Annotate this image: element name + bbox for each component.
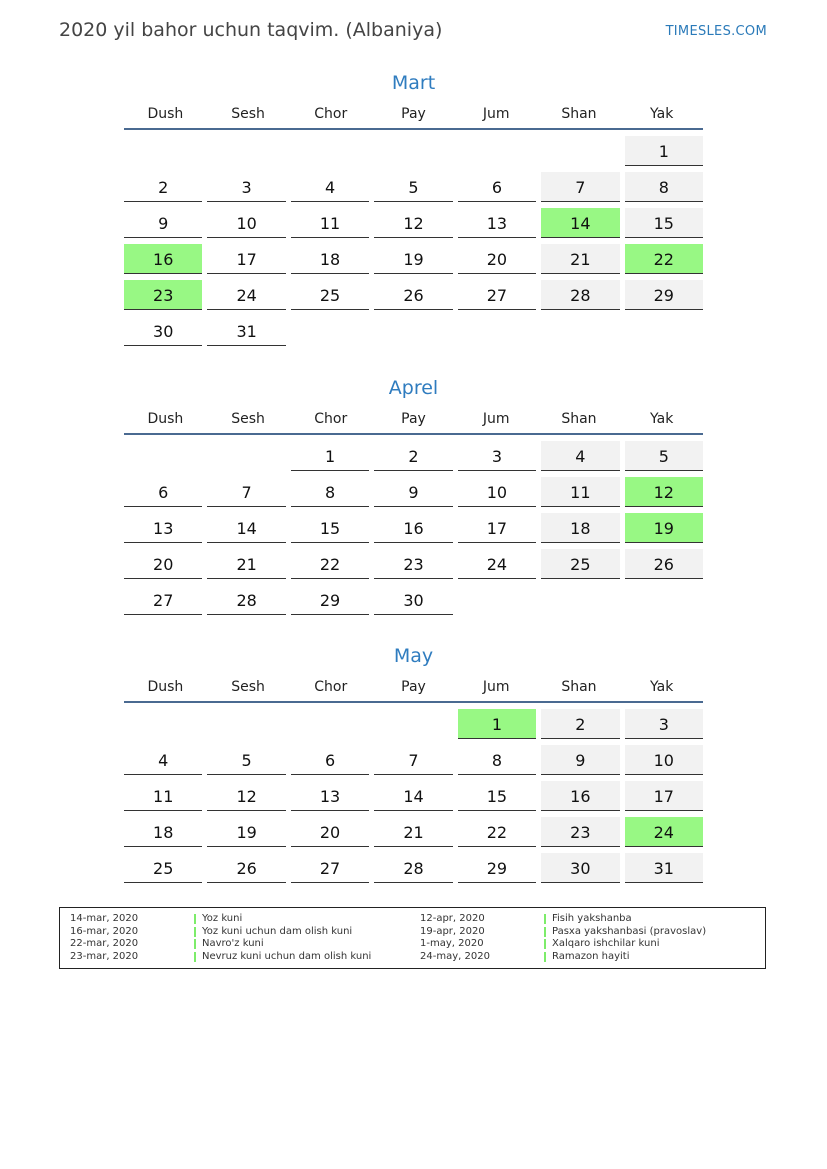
day-cell: 21 xyxy=(207,549,285,579)
day-cell: 22 xyxy=(291,549,369,579)
weekday-label: Yak xyxy=(649,679,674,695)
day-cell: 4 xyxy=(291,172,369,202)
weekday-label: Pay xyxy=(401,106,426,122)
day-cell: 6 xyxy=(124,477,202,507)
weekday-label: Dush xyxy=(147,411,184,427)
legend-color-marker xyxy=(544,914,546,924)
empty-cell xyxy=(207,136,285,166)
day-cell: 1 xyxy=(625,136,703,166)
weekday-label: Shan xyxy=(561,411,597,427)
day-cell: 1 xyxy=(291,441,369,471)
empty-cell xyxy=(291,709,369,739)
day-cell: 25 xyxy=(541,549,619,579)
legend-row xyxy=(70,951,371,964)
day-cell: 10 xyxy=(458,477,536,507)
legend-color-marker xyxy=(194,927,196,937)
day-cell: 5 xyxy=(374,172,452,202)
legend-row xyxy=(420,913,706,926)
day-cell: 26 xyxy=(374,280,452,310)
day-cell: 8 xyxy=(291,477,369,507)
day-cell: 9 xyxy=(124,208,202,238)
legend-date: 12-apr, 2020 xyxy=(420,913,485,924)
weekday-label: Shan xyxy=(561,679,597,695)
legend-holiday-name: Xalqaro ishchilar kuni xyxy=(552,938,660,950)
month-title: Mart xyxy=(391,72,436,94)
empty-cell xyxy=(374,709,452,739)
day-cell: 23 xyxy=(541,817,619,847)
day-cell: 2 xyxy=(124,172,202,202)
legend-color-marker xyxy=(544,952,546,962)
legend-holiday-name: Yoz kuni xyxy=(202,913,243,924)
empty-cell xyxy=(124,709,202,739)
legend-color-marker xyxy=(544,939,546,949)
legend-date: 16-mar, 2020 xyxy=(70,925,139,937)
day-cell: 25 xyxy=(124,853,202,883)
day-cell: 6 xyxy=(458,172,536,202)
weekday-label: Sesh xyxy=(231,679,265,695)
day-cell: 18 xyxy=(541,513,619,543)
weekday-label: Yak xyxy=(649,411,674,427)
day-cell: 23 xyxy=(124,280,202,310)
legend-color-marker xyxy=(194,952,196,962)
legend-holiday-name: Nevruz kuni uchun dam olish kuni xyxy=(202,951,372,963)
day-cell: 26 xyxy=(207,853,285,883)
day-cell: 19 xyxy=(207,817,285,847)
legend-color-marker xyxy=(194,914,196,924)
legend-holiday-name: Yoz kuni uchun dam olish kuni xyxy=(202,925,353,937)
day-cell: 13 xyxy=(124,513,202,543)
day-cell: 14 xyxy=(374,781,452,811)
legend-left-column xyxy=(70,913,371,964)
weekday-label: Jum xyxy=(482,679,510,695)
empty-cell xyxy=(541,136,619,166)
empty-cell xyxy=(207,709,285,739)
day-cell: 21 xyxy=(541,244,619,274)
weekday-label: Sesh xyxy=(231,411,265,427)
day-cell: 18 xyxy=(124,817,202,847)
month-may xyxy=(124,643,703,889)
header-divider xyxy=(124,128,703,130)
day-cell: 11 xyxy=(124,781,202,811)
legend-holiday-name: Ramazon hayiti xyxy=(552,951,630,963)
day-cell: 12 xyxy=(207,781,285,811)
day-cell: 13 xyxy=(458,208,536,238)
holiday-legend xyxy=(59,907,766,969)
day-cell: 3 xyxy=(458,441,536,471)
empty-cell xyxy=(124,441,202,471)
day-cell: 2 xyxy=(374,441,452,471)
weekday-label: Pay xyxy=(401,411,426,427)
day-cell: 8 xyxy=(625,172,703,202)
legend-date: 24-may, 2020 xyxy=(420,951,490,963)
day-cell: 29 xyxy=(458,853,536,883)
weekday-header xyxy=(124,102,703,128)
day-cell: 14 xyxy=(207,513,285,543)
weekday-label: Chor xyxy=(314,411,348,427)
day-grid xyxy=(124,136,703,352)
day-cell: 6 xyxy=(291,745,369,775)
weekday-label: Dush xyxy=(147,106,184,122)
day-cell: 30 xyxy=(374,585,452,615)
empty-cell xyxy=(124,136,202,166)
weekday-label: Chor xyxy=(314,106,348,122)
day-cell: 24 xyxy=(625,817,703,847)
empty-cell xyxy=(291,136,369,166)
day-cell: 28 xyxy=(541,280,619,310)
day-cell: 11 xyxy=(541,477,619,507)
day-cell: 28 xyxy=(207,585,285,615)
day-cell: 3 xyxy=(207,172,285,202)
weekday-label: Jum xyxy=(482,411,510,427)
brand-link[interactable]: TIMESLES.COM xyxy=(665,24,767,39)
day-cell: 3 xyxy=(625,709,703,739)
legend-row xyxy=(70,913,371,926)
legend-date: 19-apr, 2020 xyxy=(420,925,485,937)
day-cell: 9 xyxy=(541,745,619,775)
day-cell: 15 xyxy=(458,781,536,811)
day-cell: 26 xyxy=(625,549,703,579)
day-cell: 14 xyxy=(541,208,619,238)
day-cell: 7 xyxy=(207,477,285,507)
empty-cell xyxy=(458,136,536,166)
legend-date: 22-mar, 2020 xyxy=(70,938,139,950)
day-cell: 24 xyxy=(458,549,536,579)
day-cell: 22 xyxy=(458,817,536,847)
day-cell: 21 xyxy=(374,817,452,847)
day-cell: 9 xyxy=(374,477,452,507)
day-cell: 16 xyxy=(541,781,619,811)
day-cell: 4 xyxy=(541,441,619,471)
day-grid xyxy=(124,441,703,621)
day-cell: 5 xyxy=(207,745,285,775)
month-april xyxy=(124,375,703,621)
day-cell: 23 xyxy=(374,549,452,579)
weekday-label: Dush xyxy=(147,679,184,695)
day-cell: 30 xyxy=(541,853,619,883)
day-cell: 31 xyxy=(625,853,703,883)
weekday-label: Shan xyxy=(561,106,597,122)
day-cell: 27 xyxy=(124,585,202,615)
day-cell: 15 xyxy=(625,208,703,238)
day-cell: 10 xyxy=(207,208,285,238)
day-cell: 12 xyxy=(625,477,703,507)
day-cell: 12 xyxy=(374,208,452,238)
day-cell: 5 xyxy=(625,441,703,471)
day-cell: 8 xyxy=(458,745,536,775)
day-cell: 24 xyxy=(207,280,285,310)
day-grid xyxy=(124,709,703,889)
day-cell: 10 xyxy=(625,745,703,775)
day-cell: 13 xyxy=(291,781,369,811)
legend-row xyxy=(420,926,706,939)
legend-row xyxy=(420,951,706,964)
legend-date: 23-mar, 2020 xyxy=(70,951,139,963)
day-cell: 29 xyxy=(625,280,703,310)
day-cell: 31 xyxy=(207,316,285,346)
day-cell: 19 xyxy=(625,513,703,543)
day-cell: 17 xyxy=(207,244,285,274)
day-cell: 20 xyxy=(291,817,369,847)
day-cell: 17 xyxy=(625,781,703,811)
header-divider xyxy=(124,701,703,703)
day-cell: 17 xyxy=(458,513,536,543)
day-cell: 27 xyxy=(291,853,369,883)
day-cell: 29 xyxy=(291,585,369,615)
day-cell: 1 xyxy=(458,709,536,739)
header-divider xyxy=(124,433,703,435)
day-cell: 16 xyxy=(374,513,452,543)
legend-date: 14-mar, 2020 xyxy=(70,913,139,924)
day-cell: 27 xyxy=(458,280,536,310)
day-cell: 7 xyxy=(374,745,452,775)
legend-color-marker xyxy=(544,927,546,937)
day-cell: 28 xyxy=(374,853,452,883)
month-march xyxy=(124,70,703,352)
legend-holiday-name: Fisih yakshanba xyxy=(552,913,632,924)
legend-row xyxy=(70,938,371,951)
legend-right-column xyxy=(420,913,706,964)
legend-holiday-name: Navro'z kuni xyxy=(202,938,264,950)
weekday-label: Chor xyxy=(314,679,348,695)
empty-cell xyxy=(374,136,452,166)
page-title: 2020 yil bahor uchun taqvim. (Albaniya) xyxy=(59,19,443,41)
day-cell: 16 xyxy=(124,244,202,274)
month-title: Aprel xyxy=(388,377,439,399)
day-cell: 19 xyxy=(374,244,452,274)
legend-holiday-name: Pasxa yakshanbasi (pravoslav) xyxy=(552,925,707,937)
day-cell: 20 xyxy=(124,549,202,579)
day-cell: 30 xyxy=(124,316,202,346)
day-cell: 11 xyxy=(291,208,369,238)
weekday-header xyxy=(124,407,703,433)
month-title: May xyxy=(393,645,434,667)
day-cell: 2 xyxy=(541,709,619,739)
weekday-header xyxy=(124,675,703,701)
day-cell: 15 xyxy=(291,513,369,543)
legend-row xyxy=(420,938,706,951)
legend-color-marker xyxy=(194,939,196,949)
day-cell: 7 xyxy=(541,172,619,202)
legend-row xyxy=(70,926,371,939)
day-cell: 25 xyxy=(291,280,369,310)
day-cell: 4 xyxy=(124,745,202,775)
day-cell: 22 xyxy=(625,244,703,274)
weekday-label: Jum xyxy=(482,106,510,122)
weekday-label: Sesh xyxy=(231,106,265,122)
weekday-label: Yak xyxy=(649,106,674,122)
day-cell: 20 xyxy=(458,244,536,274)
day-cell: 18 xyxy=(291,244,369,274)
weekday-label: Pay xyxy=(401,679,426,695)
legend-date: 1-may, 2020 xyxy=(420,938,484,950)
empty-cell xyxy=(207,441,285,471)
